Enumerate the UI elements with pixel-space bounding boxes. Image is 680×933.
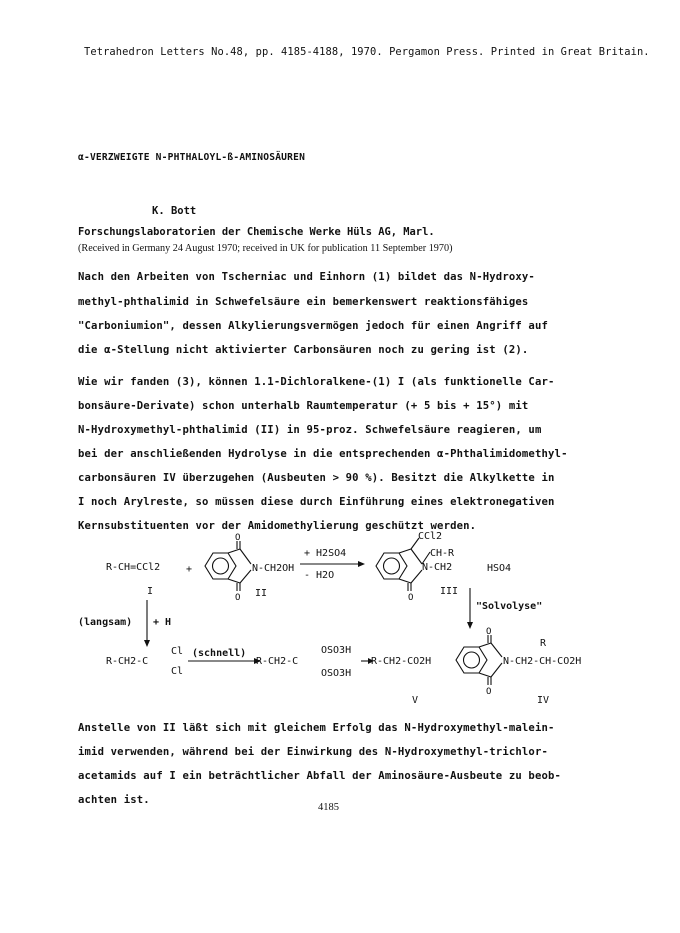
paragraph-2-line: Kernsubstituenten vor der Amidomethylierung geschützt werden. [78, 520, 477, 532]
label-III: III [440, 586, 459, 597]
oxygen-label: O [486, 627, 492, 637]
paragraph-3-line: imid verwenden, während bei der Einwirkung des N-Hydroxymethyl-trichlor- [78, 746, 549, 758]
reactant-II-group: N-CH2OH [252, 563, 295, 574]
oxygen-label: O [408, 593, 414, 603]
paragraph-2-line: I noch Arylreste, so müssen diese durch Einführung eines elektronegativen [78, 496, 555, 508]
oxygen-label: O [235, 593, 241, 603]
label-IV: IV [537, 695, 550, 706]
product-V: R-CH2-CO2H [371, 656, 432, 667]
article-title: α-VERZWEIGTE N-PHTHALOYL-ß-AMINOSÄUREN [78, 152, 306, 163]
langsam-arrow [144, 600, 150, 647]
product-IV-r: R [540, 638, 547, 649]
page-number: 4185 [318, 802, 339, 813]
solvolyse-arrow [467, 588, 473, 629]
reaction-arrow [300, 561, 365, 567]
label-V: V [412, 695, 419, 706]
cation-left: R-CH2-C [106, 656, 149, 667]
cl-bottom: Cl [171, 666, 184, 677]
paragraph-1-line: die α-Stellung nicht aktivierter Carbonsäuren noch zu gering ist (2). [78, 344, 529, 356]
oso3h-top: OSO3H [321, 645, 352, 656]
oxygen-label: O [235, 533, 241, 543]
III-ccl2: CCl2 [418, 531, 443, 542]
III-ch: CH-R [430, 548, 455, 559]
reaction-scheme [0, 530, 680, 710]
oxygen-label: O [486, 687, 492, 697]
langsam-label: (langsam) [78, 617, 133, 628]
paragraph-2-line: bei der anschließenden Hydrolyse in die entsprechenden α-Phthalimidomethyl- [78, 448, 568, 460]
reagent-top: + H2SO4 [304, 548, 347, 559]
paragraph-2-line: Wie wir fanden (3), können 1.1-Dichloralkene-(1) I (als funktionelle Car- [78, 376, 555, 388]
product-IV-chain: N-CH2-CH-CO2H [503, 656, 582, 667]
journal-header: Tetrahedron Letters No.48, pp. 4185-4188, 1970. Pergamon Press. Printed in Great Britain. [84, 46, 650, 58]
phthalimide-ring-IV [456, 635, 502, 685]
paragraph-1-line: "Carboniumion", dessen Alkylierungsvermögen jedoch für einen Angriff auf [78, 320, 549, 332]
cl-top: Cl [171, 646, 184, 657]
reactant-I: R-CH=CCl2 [106, 562, 161, 573]
solvolyse-label: "Solvolyse" [476, 601, 543, 612]
oso3h-bottom: OSO3H [321, 668, 352, 679]
III-n-ch2: N-CH2 [422, 562, 453, 573]
schnell-label: (schnell) [192, 648, 247, 659]
paragraph-1-line: methyl-phthalimid in Schwefelsäure ein bemerkenswert reaktionsfähiges [78, 296, 529, 308]
paragraph-3-line: Anstelle von II läßt sich mit gleichem Erfolg das N-Hydroxymethyl-malein- [78, 722, 555, 734]
paragraph-3-line: achten ist. [78, 794, 150, 806]
paragraph-2-line: bonsäure-Derivate) schon unterhalb Raumtemperatur (+ 5 bis + 15°) mit [78, 400, 529, 412]
plus-sign: + [186, 564, 193, 575]
affiliation: Forschungslaboratorien der Chemische Werke Hüls AG, Marl. [78, 226, 435, 238]
paragraph-2-line: carbonsäuren IV überzugehen (Ausbeuten > 90 %). Besitzt die Alkylkette in [78, 472, 555, 484]
reagent-bottom: - H2O [304, 570, 335, 581]
counterion: HSO4 [487, 563, 512, 574]
author: K. Bott [152, 205, 197, 217]
received-note: (Received in Germany 24 August 1970; received in UK for publication 11 September 1970) [78, 243, 453, 254]
phthalimide-ring-II [205, 541, 251, 591]
cation-right: R-CH2-C [256, 656, 299, 667]
h-plus: + H [153, 617, 172, 628]
paragraph-1-line: Nach den Arbeiten von Tscherniac und Einhorn (1) bildet das N-Hydroxy- [78, 271, 535, 283]
label-II: II [255, 588, 268, 599]
paragraph-3-line: acetamids auf I ein beträchtlicher Abfall der Aminosäure-Ausbeute zu beob- [78, 770, 562, 782]
label-I: I [147, 586, 154, 597]
paragraph-2-line: N-Hydroxymethyl-phthalimid (II) in 95-proz. Schwefelsäure reagieren, um [78, 424, 542, 436]
